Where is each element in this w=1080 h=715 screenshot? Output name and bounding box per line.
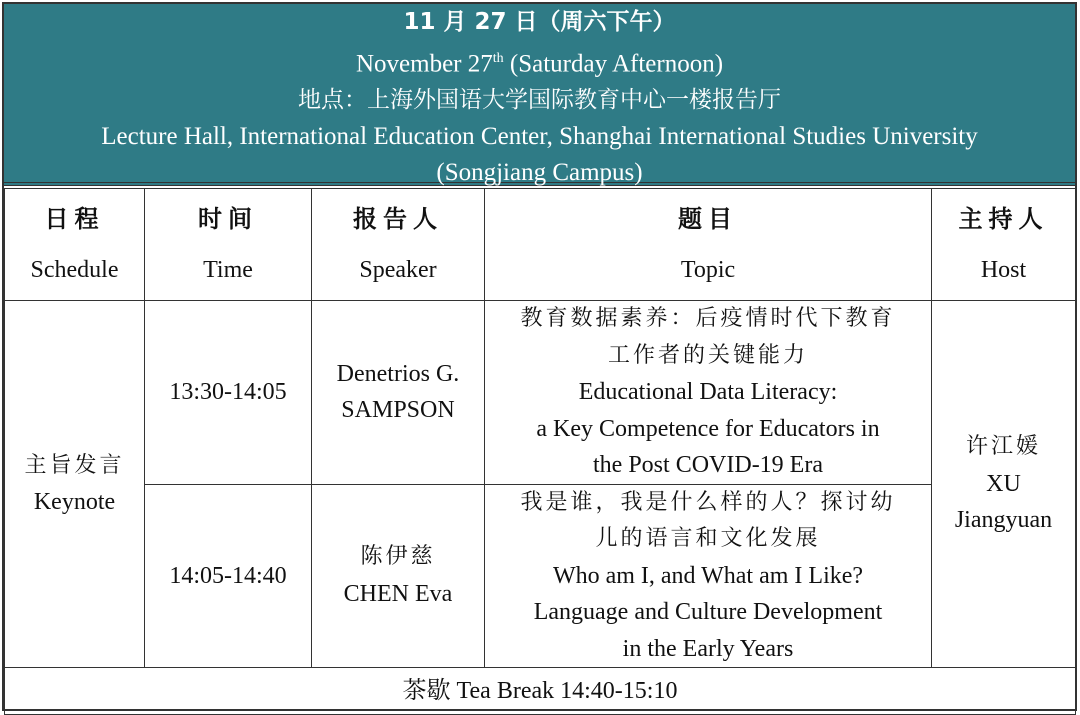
- schedule-document: [2, 2, 1077, 711]
- topic-cn: 我是谁，我是什么样的人？探讨幼: [520, 489, 896, 515]
- topic-cn: 儿的语言和文化发展: [595, 526, 821, 551]
- date-en-main: November 27: [355, 49, 493, 77]
- header-cn: 日程: [44, 205, 105, 233]
- topic-en: Language and Culture Development: [533, 599, 883, 625]
- topic-cell: [485, 301, 932, 485]
- header-cn: 主持人: [958, 205, 1049, 233]
- speaker-line: Denetrios G.: [336, 360, 460, 387]
- topic-en: in the Early Years: [622, 635, 794, 662]
- header-cn: 时间: [198, 205, 258, 233]
- table-row: [5, 301, 1076, 485]
- date-en-rest: (Saturday Afternoon): [503, 49, 724, 77]
- session-banner: [4, 4, 1075, 186]
- date-cn: 11 月 27 日（周六下午）: [403, 9, 676, 35]
- header-host: [932, 189, 1076, 301]
- schedule-table: [4, 188, 1076, 715]
- topic-en: a Key Competence for Educators in: [536, 415, 880, 442]
- header-speaker: [312, 189, 485, 301]
- header-schedule: [5, 189, 145, 301]
- venue-campus: (Songjiang Campus): [436, 159, 643, 187]
- header-en: Speaker: [359, 256, 437, 283]
- speaker-line: CHEN Eva: [343, 580, 453, 607]
- host-en: Jiangyuan: [954, 507, 1053, 534]
- header-cn: 题目: [678, 205, 738, 233]
- header-en: Time: [203, 256, 253, 283]
- venue-en: Lecture Hall, International Education Center, Shanghai International Studies University: [101, 122, 978, 150]
- header-row: [5, 189, 1076, 301]
- topic-cn: 工作者的关键能力: [607, 342, 808, 368]
- time-cell: 13:30-14:05: [145, 301, 312, 485]
- topic-en: Who am I, and What am I Like?: [552, 562, 864, 589]
- tea-break-row: [5, 668, 1076, 715]
- schedule-en: Keynote: [33, 489, 116, 515]
- host-en: XU: [986, 470, 1021, 497]
- host-cell: [932, 301, 1076, 668]
- tea-break: 茶歇 Tea Break 14:40-15:10: [5, 668, 1076, 715]
- speaker-line: SAMPSON: [341, 397, 455, 424]
- schedule-cn: 主旨发言: [24, 452, 125, 478]
- topic-cn: 教育数据素养：后疫情时代下教育: [520, 306, 896, 331]
- topic-en: Educational Data Literacy:: [578, 379, 838, 405]
- speaker-cell: [312, 484, 485, 668]
- header-en: Schedule: [30, 256, 119, 283]
- header-time: [145, 189, 312, 301]
- header-en: Topic: [680, 256, 736, 283]
- speaker-line: 陈伊慈: [360, 544, 436, 570]
- date-en-sup: th: [492, 50, 504, 66]
- venue-cn: 地点：上海外国语大学国际教育中心一楼报告厅: [298, 87, 781, 114]
- time-cell: 14:05-14:40: [145, 484, 312, 668]
- speaker-cell: [312, 301, 485, 485]
- topic-cell: [485, 484, 932, 668]
- table-row: [5, 484, 1076, 668]
- host-cn: 许江媛: [965, 434, 1041, 460]
- schedule-cell: [5, 301, 145, 668]
- header-cn: 报告人: [353, 205, 443, 233]
- topic-en: the Post COVID-19 Era: [593, 452, 823, 478]
- date-en: [4, 41, 1075, 83]
- header-topic: [485, 189, 932, 301]
- header-en: Host: [980, 256, 1027, 283]
